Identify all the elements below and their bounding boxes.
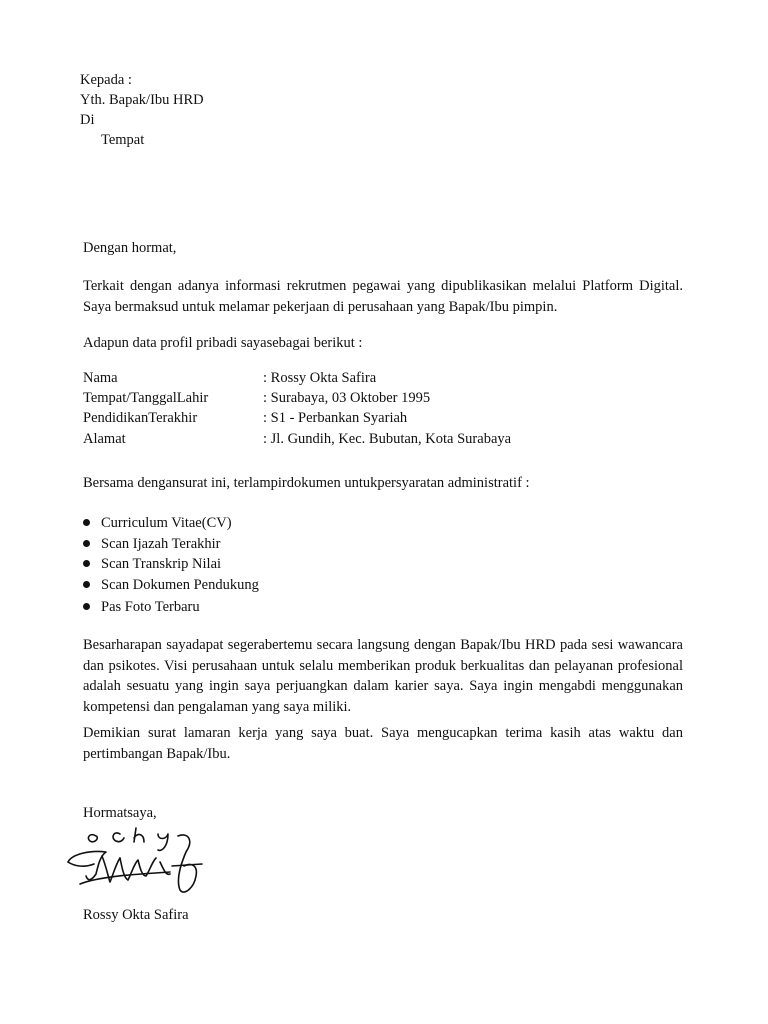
recipient-at: Di — [80, 112, 95, 128]
profile-row-birth — [83, 390, 683, 410]
profile-intro: Adapun data profil pribadi sayasebagai berikut : — [83, 335, 363, 351]
list-item: Scan Dokumen Pendukung — [83, 577, 259, 594]
bullet-icon — [83, 560, 90, 567]
profile-value: : Rossy Okta Safira — [263, 370, 377, 386]
list-item: Scan Transkrip Nilai — [83, 556, 221, 573]
profile-row-name — [83, 370, 683, 390]
profile-label: Alamat — [83, 431, 126, 447]
profile-value: : Surabaya, 03 Oktober 1995 — [263, 390, 431, 406]
profile-value: : Jl. Gundih, Kec. Bubutan, Kota Surabaya — [263, 431, 512, 447]
hope-paragraph: Besarharapan sayadapat segerabertemu secara langsung dengan Bapak/Ibu HRD pada sesi wawancara dan psikotes. Visi perusahaan untuk selalu memberikan produk berkualitas dan pelayanan profesional adalah sesuatu yang ingin saya perjuangkan dalam karier saya. Saya ingin mengabdi menggunakan kompetensi dan pengalaman yang saya miliki. — [83, 637, 683, 715]
bullet-icon — [83, 519, 90, 526]
profile-row-education — [83, 410, 683, 430]
bullet-icon — [83, 603, 90, 610]
profile-value: : S1 - Perbankan Syariah — [263, 410, 408, 426]
profile-label: PendidikanTerakhir — [83, 410, 198, 426]
recipient-place: Tempat — [101, 132, 145, 148]
closing-paragraph: Demikian surat lamaran kerja yang saya buat. Saya mengucapkan terima kasih atas waktu dan pertimbangan Bapak/Ibu. — [83, 725, 683, 762]
profile-row-address — [83, 431, 683, 451]
bullet-icon — [83, 581, 90, 588]
list-item: Pas Foto Terbaru — [83, 599, 200, 616]
list-item: Scan Ijazah Terakhir — [83, 536, 221, 553]
intro-paragraph: Terkait dengan adanya informasi rekrutmen pegawai yang dipublikasikan melalui Platform Digital. Saya bermaksud untuk melamar pekerjaan di perusahaan yang Bapak/Ibu pimpin. — [83, 278, 683, 315]
signer-name: Rossy Okta Safira — [83, 907, 189, 923]
list-item: Curriculum Vitae(CV) — [83, 515, 232, 532]
recipient-addressee: Yth. Bapak/Ibu HRD — [80, 92, 204, 108]
sign-off: Hormatsaya, — [83, 805, 157, 821]
greeting: Dengan hormat, — [83, 240, 177, 256]
signature-image — [60, 826, 210, 898]
bullet-icon — [83, 540, 90, 547]
profile-label: Tempat/TanggalLahir — [83, 390, 209, 406]
attachments-intro: Bersama dengansurat ini, terlampirdokumen untukpersyaratan administratif : — [83, 475, 530, 491]
profile-label: Nama — [83, 370, 118, 386]
recipient-to: Kepada : — [80, 72, 132, 88]
